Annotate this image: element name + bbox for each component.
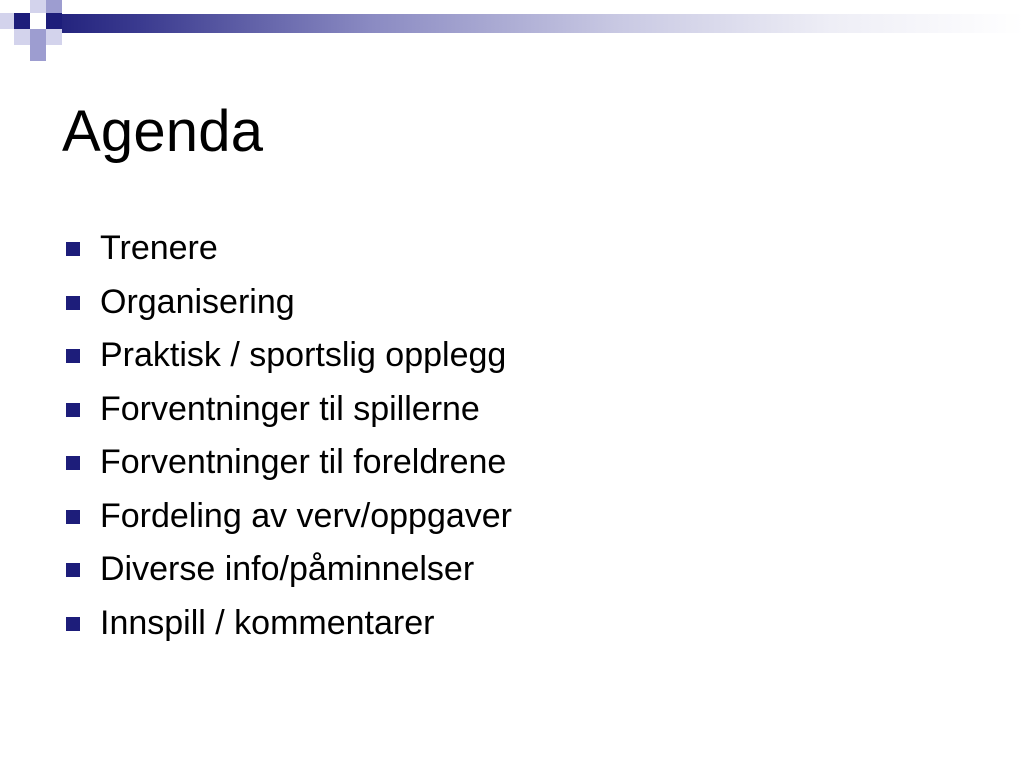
agenda-item [62, 543, 512, 597]
square-bullet-icon [66, 403, 80, 417]
header-gradient-band [62, 14, 1024, 33]
square-bullet-icon [66, 510, 80, 524]
agenda-item [62, 490, 512, 544]
decoration-square [46, 13, 62, 29]
square-bullet-icon [66, 456, 80, 470]
square-bullet-icon [66, 617, 80, 631]
decoration-square [46, 0, 62, 13]
square-bullet-icon [66, 242, 80, 256]
agenda-item-label: Praktisk / sportslig opplegg [100, 336, 507, 374]
decoration-square [0, 13, 14, 29]
decoration-square [14, 13, 30, 29]
agenda-item-label: Organisering [100, 282, 295, 321]
slide-title: Agenda [62, 99, 264, 164]
agenda-item [62, 222, 512, 276]
agenda-item-label: Trenere [100, 229, 218, 267]
agenda-list [62, 222, 512, 650]
agenda-item [62, 436, 512, 490]
square-bullet-icon [66, 563, 80, 577]
agenda-item [62, 383, 512, 437]
decoration-square [30, 45, 46, 61]
decoration-square [30, 29, 46, 45]
agenda-item-label: Fordeling av verv/oppgaver [100, 496, 513, 535]
decoration-square [14, 29, 30, 45]
decoration-square [30, 0, 46, 13]
agenda-item-label: Diverse info/påminnelser [100, 550, 475, 588]
agenda-item [62, 597, 512, 651]
agenda-item [62, 329, 512, 383]
agenda-item-label: Forventninger til spillerne [100, 389, 480, 428]
agenda-item [62, 276, 512, 330]
agenda-item-label: Forventninger til foreldrene [100, 443, 507, 481]
decoration-square [46, 29, 62, 45]
square-bullet-icon [66, 349, 80, 363]
agenda-item-label: Innspill / kommentarer [100, 603, 435, 642]
square-bullet-icon [66, 296, 80, 310]
